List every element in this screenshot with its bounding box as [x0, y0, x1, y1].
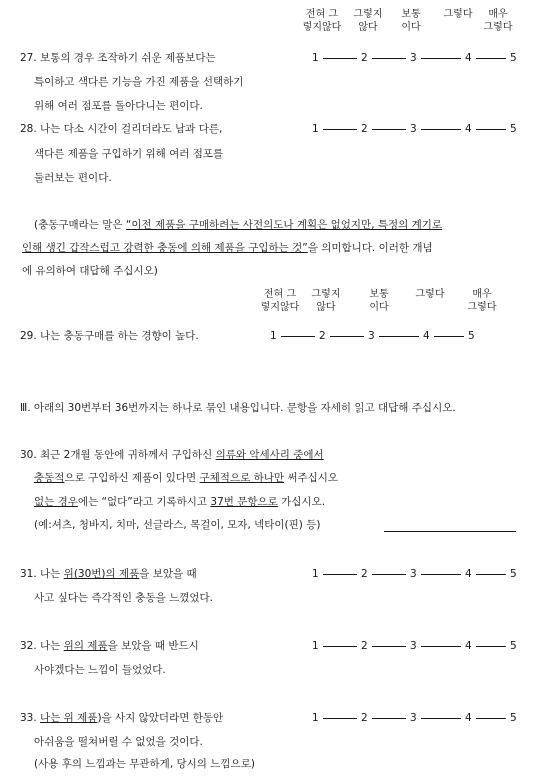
- likert-scale-27[interactable]: [312, 52, 522, 65]
- scale-point-2[interactable]: 2: [361, 640, 368, 652]
- scale-dash: [476, 129, 506, 130]
- note-line-1: (충동구매라는 말은 “이전 제품을 구매하려는 사전의도나 계획은 없었지만, 특정의 계기로: [34, 219, 443, 231]
- scale-point-4[interactable]: 4: [465, 52, 472, 64]
- scale-point-1[interactable]: 1: [312, 712, 319, 724]
- scale-dash: [281, 336, 315, 337]
- scale-point-3[interactable]: 3: [410, 712, 417, 724]
- scale-point-2[interactable]: 2: [319, 330, 326, 342]
- question-text: 위해 여러 점포를 돌아다니는 편이다.: [34, 100, 203, 112]
- scale-point-4[interactable]: 4: [465, 568, 472, 580]
- answer-blank[interactable]: [384, 531, 516, 532]
- scale-dash: [476, 646, 506, 647]
- scale-dash: [421, 646, 461, 647]
- likert-scale-28[interactable]: [312, 123, 522, 136]
- scale-point-1[interactable]: 1: [312, 52, 319, 64]
- scale-point-2[interactable]: 2: [361, 568, 368, 580]
- question-text: 없는 경우에는 “없다”라고 기록하시고 37번 문항으로 가십시오.: [34, 496, 326, 508]
- scale-point-1[interactable]: 1: [312, 123, 319, 135]
- question-text: 사고 싶다는 즉각적인 충동을 느꼈었다.: [34, 592, 213, 604]
- scale-point-5[interactable]: 5: [510, 123, 517, 135]
- scale-point-5[interactable]: 5: [510, 712, 517, 724]
- scale-dash: [323, 646, 357, 647]
- question-text: 충동적으로 구입하신 제품이 있다면 구체적으로 하나만 써주십시오: [34, 472, 339, 484]
- note-line-2: 인해 생긴 갑작스럽고 강력한 충동에 의해 제품을 구입하는 것”을 의미합니다. 이러한 개념: [22, 242, 433, 254]
- scale-point-4[interactable]: 4: [465, 640, 472, 652]
- scale-point-2[interactable]: 2: [361, 52, 368, 64]
- likert-scale-33[interactable]: [312, 712, 522, 725]
- scale-point-1[interactable]: 1: [312, 568, 319, 580]
- question-text: 아쉬움을 떨쳐버릴 수 없었을 것이다.: [34, 736, 203, 748]
- scale-point-2[interactable]: 2: [361, 123, 368, 135]
- scale-dash: [372, 646, 406, 647]
- scale-dash: [323, 718, 357, 719]
- scale-dash: [330, 336, 364, 337]
- scale-dash: [372, 58, 406, 59]
- note-line-3: 에 유의하여 대답해 주십시오): [22, 265, 158, 277]
- scale-point-4[interactable]: 4: [423, 330, 430, 342]
- question-text: 28. 나는 다소 시간이 걸리더라도 남과 다른,: [20, 123, 223, 135]
- scale-header-col5: 매우 그렇다: [467, 289, 497, 313]
- scale-point-2[interactable]: 2: [361, 712, 368, 724]
- scale-point-5[interactable]: 5: [510, 568, 517, 580]
- question-text: 색다른 제품을 구입하기 위해 여러 점포를: [34, 148, 224, 160]
- section-3-title: Ⅲ. 아래의 30번부터 36번까지는 하나로 묶인 내용입니다. 문항을 자세히 읽고 대답해 주십시오.: [20, 402, 456, 414]
- likert-scale-32[interactable]: [312, 640, 522, 653]
- scale-dash: [379, 336, 419, 337]
- likert-scale-29[interactable]: [270, 330, 480, 343]
- scale-dash: [421, 718, 461, 719]
- question-text: (사용 후의 느낌과는 무관하게, 당시의 느낌으로): [34, 758, 255, 770]
- scale-dash: [421, 58, 461, 59]
- question-text: (예:셔츠, 청바지, 치마, 선글라스, 목걸이, 모자, 넥타이(핀) 등): [34, 519, 321, 531]
- scale-header-col3: 보통 이다: [401, 9, 421, 33]
- scale-point-3[interactable]: 3: [410, 640, 417, 652]
- scale-dash: [421, 574, 461, 575]
- scale-point-1[interactable]: 1: [270, 330, 277, 342]
- scale-header-col2: 그렇지 않다: [353, 9, 383, 33]
- scale-header-col2: 그렇지 않다: [311, 289, 341, 313]
- scale-header-col4: 그렇다: [415, 289, 445, 300]
- likert-scale-31[interactable]: [312, 568, 522, 581]
- scale-point-3[interactable]: 3: [410, 52, 417, 64]
- scale-header-col4: 그렇다: [443, 9, 473, 20]
- scale-dash: [372, 129, 406, 130]
- scale-dash: [476, 574, 506, 575]
- scale-point-5[interactable]: 5: [510, 52, 517, 64]
- question-text: 30. 최근 2개월 동안에 귀하께서 구입하신 의류와 악세사리 중에서: [20, 449, 324, 461]
- scale-point-5[interactable]: 5: [468, 330, 475, 342]
- scale-point-3[interactable]: 3: [410, 123, 417, 135]
- scale-point-3[interactable]: 3: [368, 330, 375, 342]
- scale-point-4[interactable]: 4: [465, 123, 472, 135]
- question-text: 특이하고 색다른 기능을 가진 제품을 선택하기: [34, 76, 244, 88]
- question-text: 둘러보는 편이다.: [34, 172, 112, 184]
- scale-dash: [323, 574, 357, 575]
- scale-point-1[interactable]: 1: [312, 640, 319, 652]
- scale-dash: [476, 58, 506, 59]
- scale-header-col1: 전혀 그 렇지않다: [260, 289, 300, 313]
- question-text: 33. 나는 위 제품)을 사지 않았더라면 한동안: [20, 712, 224, 724]
- scale-header-col1: 전혀 그 렇지않다: [302, 9, 342, 33]
- scale-header-col3: 보통 이다: [369, 289, 389, 313]
- scale-dash: [372, 574, 406, 575]
- scale-point-5[interactable]: 5: [510, 640, 517, 652]
- scale-dash: [372, 718, 406, 719]
- scale-header-col5: 매우 그렇다: [483, 9, 513, 33]
- question-text: 27. 보통의 경우 조작하기 쉬운 제품보다는: [20, 52, 216, 64]
- question-text: 32. 나는 위의 제품을 보았을 때 반드시: [20, 640, 199, 652]
- scale-dash: [323, 58, 357, 59]
- scale-point-4[interactable]: 4: [465, 712, 472, 724]
- question-text: 31. 나는 위(30번)의 제품을 보았을 때: [20, 568, 197, 580]
- scale-point-3[interactable]: 3: [410, 568, 417, 580]
- scale-dash: [434, 336, 464, 337]
- scale-dash: [476, 718, 506, 719]
- scale-dash: [421, 129, 461, 130]
- question-text: 29. 나는 충동구매를 하는 경향이 높다.: [20, 330, 199, 342]
- question-text: 사야겠다는 느낌이 들었었다.: [34, 664, 166, 676]
- scale-dash: [323, 129, 357, 130]
